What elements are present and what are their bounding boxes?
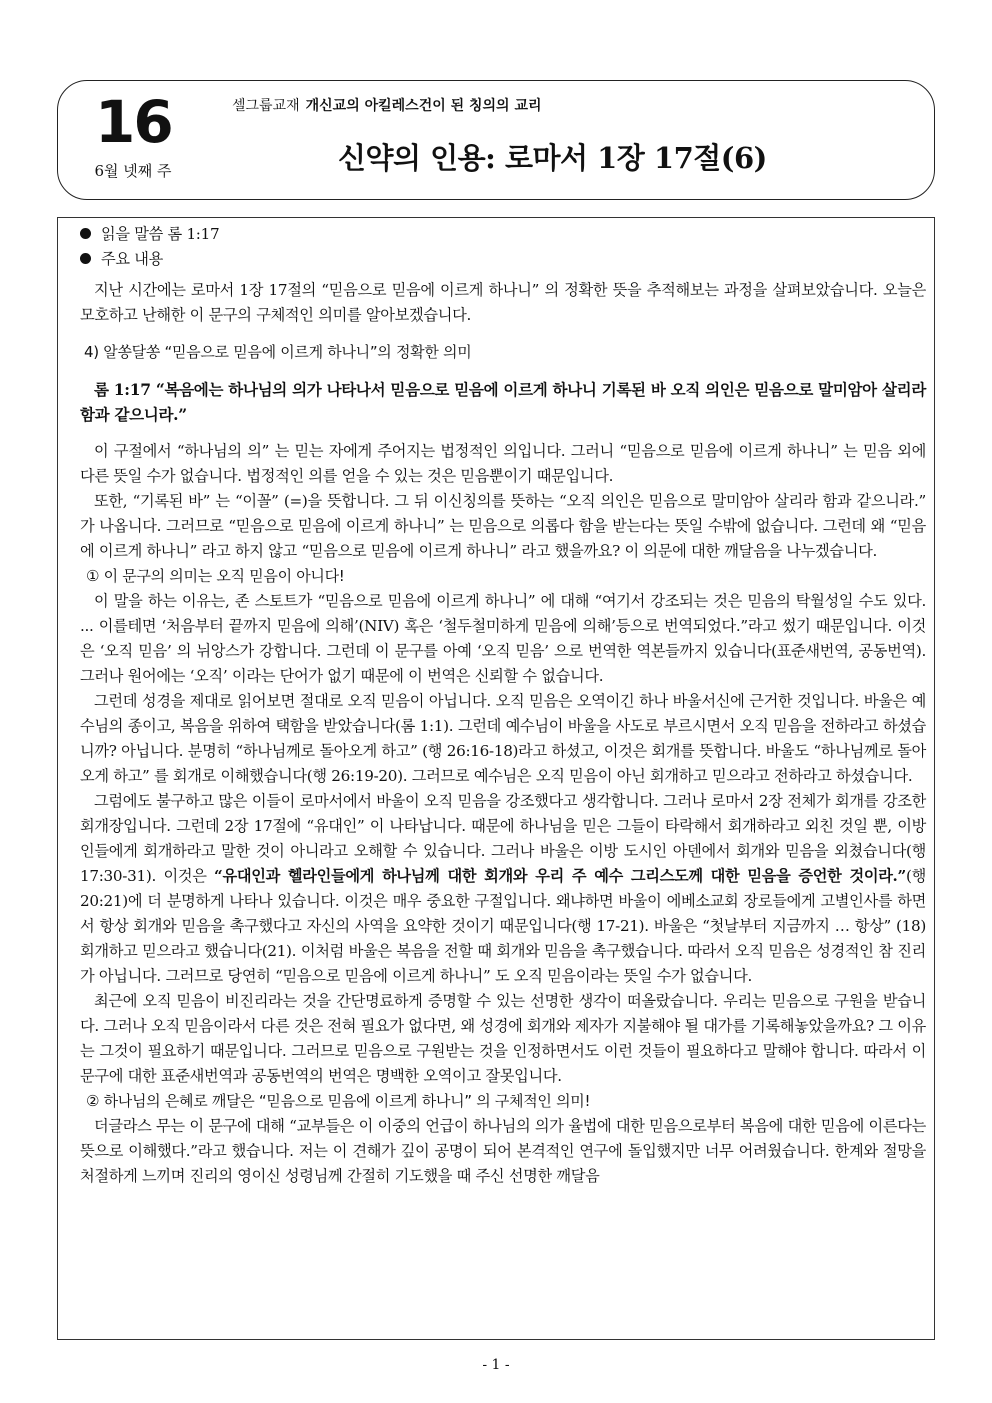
lesson-number: 16 [95,88,172,156]
bullet-dot-icon [80,228,91,239]
series-title: 개신교의 아킬레스건이 된 칭의의 교리 [305,98,542,114]
series-line [232,95,542,115]
week-label: 6월 넷째 주 [94,162,172,180]
subheading-1: ① 이 문구의 의미는 오직 믿음이 아니다! [86,567,345,585]
paragraph-4: 그런데 성경을 제대로 읽어보면 절대로 오직 믿음이 아닙니다. 오직 믿음은 오역이긴 하나 바울서신에 근거한 것입니다. 바울은 예수님의 종이고, 복음을 위하여 택함을 받았습니다(롬 1:1). 그런데 예수님이 바울을 사도로 부르시면서 오직 믿음을 전하라고 하셨습니까? 아닙니다. 분명히 “하나님께로 돌아오게 하고” (행 26:16-18)라고 하셨고, 이것은 회개를 뜻합니다. 바울도 “하나님께로 돌아오게 하고” 를 회개로 이해했습니다(행 26:19-20). 그러므로 예수님은 오직 믿음이 아닌 회개하고 믿으라고 전하라고 하셨습니다. [80,692,926,785]
series-label: 셀그룹교재 [232,98,300,114]
paragraph-5-emphasis: “유대인과 헬라인들에게 하나님께 대한 회개와 우리 주 예수 그리스도께 대한 믿음을 증언한 것이라.” [214,867,906,885]
bullet-reading-text: 읽을 말씀 롬 1:17 [101,225,220,243]
paragraph-5-c: (행 20:21)에 더 분명하게 나타나 있습니다. 이것은 매우 중요한 구절입니다. 왜냐하면 바울이 에베소교회 장로들에게 고별인사를 하면서 항상 회개와 믿음을 촉구했다고 자신의 사역을 요약한 것이기 때문입니다(행 17-21). 바울은 “첫날부터 지금까지 … 항상” (18) 회개하고 믿으라고 했습니다(21). 이처럼 바울은 복음을 전할 때 회개와 믿음을 촉구했습니다. 따라서 오직 믿음은 성경적인 참 진리가 아닙니다. 그러므로 당연히 “믿음으로 믿음에 이르게 하나니” 도 오직 믿음이라는 뜻일 수가 없습니다. [80,867,926,985]
verse-quote: 롬 1:17 “복음에는 하나님의 의가 나타나서 믿음으로 믿음에 이르게 하나니 기록된 바 오직 의인은 믿음으로 말미암아 살리라 함과 같으니라.” [80,380,926,424]
page-title: 신약의 인용: 로마서 1장 17절(6) [338,141,767,175]
subheading-2: ② 하나님의 은혜로 깨달은 “믿음으로 믿음에 이르게 하나니” 의 구체적인 의미! [86,1092,591,1110]
paragraph-7: 더글라스 무는 이 문구에 대해 “교부들은 이 이중의 언급이 하나님의 의가 율법에 대한 믿음으로부터 복음에 대한 믿음에 이른다는 뜻으로 이해했다.”라고 했습니다. 저는 이 견해가 깊이 공명이 되어 본격적인 연구에 돌입했지만 너무 어려웠습니다. 한계와 절망을 처절하게 느끼며 진리의 영이신 성령님께 간절히 기도했을 때 주신 선명한 깨달음 [80,1117,926,1185]
section-heading: 4) 알쏭달쏭 “믿음으로 믿음에 이르게 하나니”의 정확한 의미 [84,343,472,361]
bullet-reading [80,222,926,247]
paragraph-1: 이 구절에서 “하나님의 의” 는 믿는 자에게 주어지는 법정적인 의입니다. 그러니 “믿음으로 믿음에 이르게 하나니” 는 믿음 외에 다른 뜻일 수가 없습니다. 법정적인 의를 얻을 수 있는 것은 믿음뿐이기 때문입니다. [80,442,926,485]
paragraph-5-a: 그럼에도 불구하고 많은 이들이 로마서에서 바울이 오직 믿음을 강조했다고 생각합니다. 그러나 로마서 2장 전체가 회개를 강조한 회개장입니다. 그런데 2장 17절에 “유대인” 이 나타납니다. 때문에 하나님을 믿은 그들이 타락해서 회개하라고 외친 것일 뿐, 이방인들에게 회개하라고 말한 것이 아니라고 오해할 수 있습니다. 그러나 바울은 이방 도시인 아덴에서 회개와 믿음을 외쳤습니다(행 17:30-31). 이것은 [80,792,926,885]
bullet-main-text: 주요 내용 [101,250,164,268]
page-number: - 1 - [482,1357,510,1373]
paragraph-2: 또한, “기록된 바” 는 “이꼴” (=)을 뜻합니다. 그 뒤 이신칭의를 뜻하는 “오직 의인은 믿음으로 말미암아 살리라 함과 같으니라.” 가 나옵니다. 그러므로 “믿음으로 믿음에 이르게 하나니” 는 믿음으로 의롭다 함을 받는다는 뜻일 수밖에 없습니다. 그런데 왜 “믿음에 이르게 하나니” 라고 하지 않고 “믿음으로 믿음에 이르게 하나니” 라고 했을까요? 이 의문에 대한 깨달음을 나누겠습니다. [80,492,926,560]
paragraph-5 [80,789,926,989]
document-body [80,222,926,1189]
bullet-main [80,247,926,272]
intro-paragraph: 지난 시간에는 로마서 1장 17절의 “믿음으로 믿음에 이르게 하나니” 의 정확한 뜻을 추적해보는 과정을 살펴보았습니다. 오늘은 모호하고 난해한 이 문구의 구체적인 의미를 알아보겠습니다. [80,281,926,324]
paragraph-6: 최근에 오직 믿음이 비진리라는 것을 간단명료하게 증명할 수 있는 선명한 생각이 떠올랐습니다. 우리는 믿음으로 구원을 받습니다. 그러나 오직 믿음이라서 다른 것은 전혀 필요가 없다면, 왜 성경에 회개와 제자가 지불해야 될 대가를 기록해놓았을까요? 그 이유는 그것이 필요하기 때문입니다. 그러므로 믿음으로 구원받는 것을 인정하면서도 이런 것들이 필요하다고 말해야 합니다. 따라서 이 문구에 대한 표준새번역과 공동번역의 번역은 명백한 오역이고 잘못입니다. [80,992,926,1085]
paragraph-3: 이 말을 하는 이유는, 존 스토트가 “믿음으로 믿음에 이르게 하나니” 에 대해 “여기서 강조되는 것은 믿음의 탁월성일 수도 있다. ... 이를테면 ‘처음부터 끝까지 믿음에 의해’(NIV) 혹은 ‘철두철미하게 믿음에 의해’등으로 번역되었다.”라고 썼기 때문입니다. 이것은 ‘오직 믿음’ 의 뉘앙스가 강합니다. 그런데 이 문구를 아예 ‘오직 믿음’ 으로 번역한 역본들까지 있습니다(표준새번역, 공동번역). 그러나 원어에는 ‘오직’ 이라는 단어가 없기 때문에 이 번역은 신뢰할 수 없습니다. [80,592,926,685]
bullet-dot-icon [80,253,91,264]
